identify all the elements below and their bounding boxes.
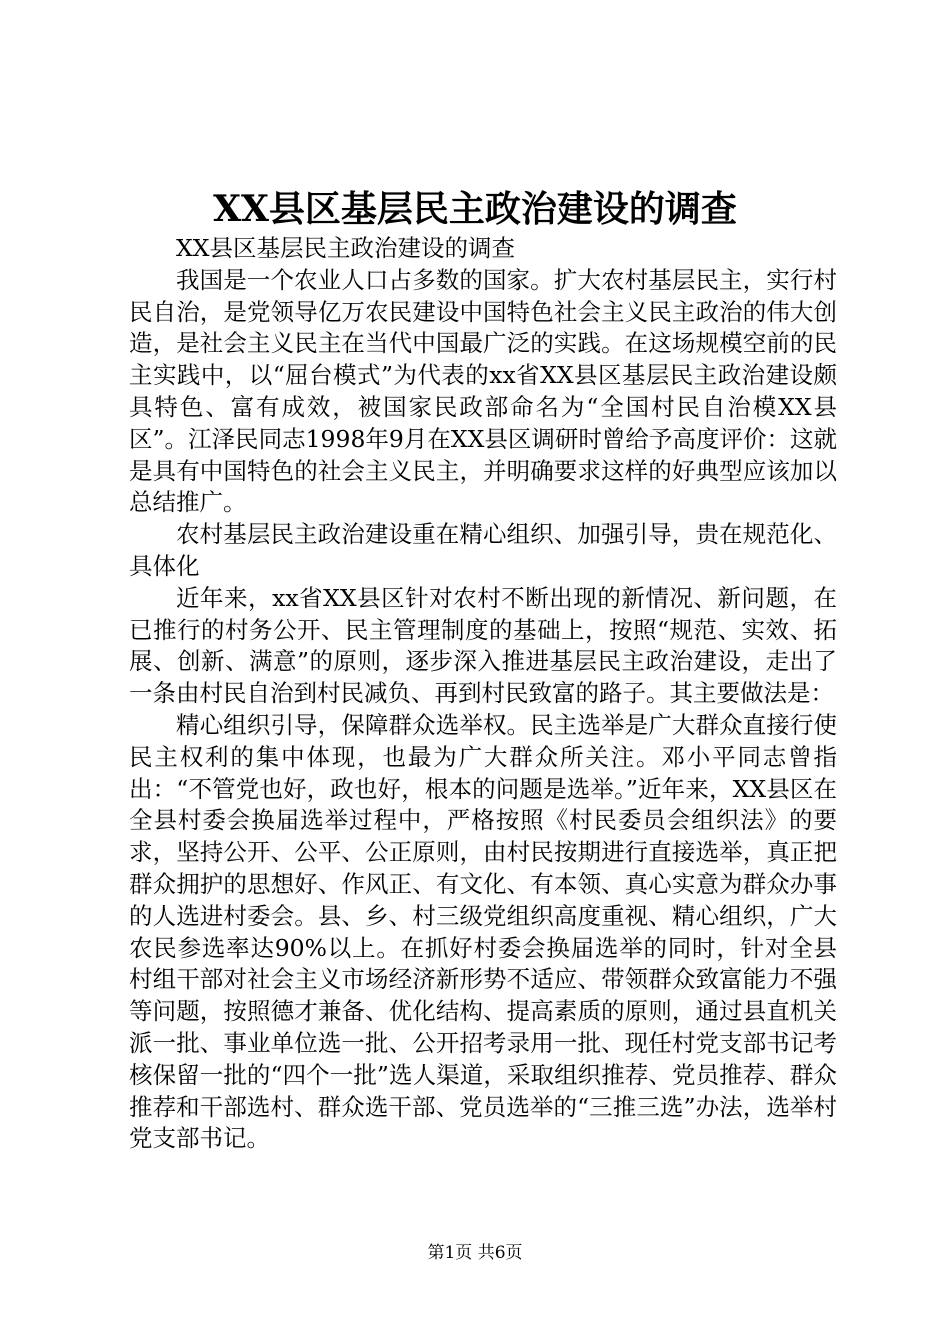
page-number-footer: 第1页 共6页: [427, 1243, 523, 1263]
document-body: [129, 233, 837, 1155]
document-subtitle: XX县区基层民主政治建设的调查: [176, 234, 515, 262]
body-paragraph: 精心组织引导，保障群众选举权。民主选举是广大群众直接行使民主权利的集中体现，也最为广大群众所关注。邓小平同志曾指出：“不管党也好，政也好，根本的问题是选举。”近年来，XX县区在全县村委会换届选举过程中，严格按照《村民委员会组织法》的要求，坚持公开、公平、公正原则，由村民按期进行直接选举，真正把群众拥护的思想好、作风正、有文化、有本领、真心实意为群众办事的人选进村委会。县、乡、村三级党组织高度重视、精心组织，广大农民参选率达90%以上。在抓好村委会换届选举的同时，针对全县村组干部对社会主义市场经济新形势不适应、带领群众致富能力不强等问题，按照德才兼备、优化结构、提高素质的原则，通过县直机关派一批、事业单位选一批、公开招考录用一批、现任村党支部书记考核保留一批的“四个一批”选人渠道，采取组织推荐、党员推荐、群众推荐和干部选村、群众选干部、党员选举的“三推三选”办法，选举村党支部书记。: [129, 710, 837, 1153]
document-title: XX县区基层民主政治建设的调查: [213, 188, 737, 230]
body-paragraph: 我国是一个农业人口占多数的国家。扩大农村基层民主，实行村民自治，是党领导亿万农民建设中国特色社会主义民主政治的伟大创造，是社会主义民主在当代中国最广泛的实践。在这场规模空前的民主实践中，以“屈台模式”为代表的xx省XX县区基层民主政治建设颇具特色、富有成效，被国家民政部命名为“全国村民自治模XX县区”。江泽民同志1998年9月在XX县区调研时曾给予高度评价：这就是具有中国特色的社会主义民主，并明确要求这样的好典型应该加以总结推广。: [129, 265, 837, 517]
body-paragraph: 农村基层民主政治建设重在精心组织、加强引导，贵在规范化、具体化: [129, 520, 837, 580]
body-paragraph: 近年来，xx省XX县区针对农村不断出现的新情况、新问题，在已推行的村务公开、民主管理制度的基础上，按照“规范、实效、拓展、创新、满意”的原则，逐步深入推进基层民主政治建设，走出了一条由村民自治到村民减负、再到村民致富的路子。其主要做法是：: [129, 583, 837, 708]
